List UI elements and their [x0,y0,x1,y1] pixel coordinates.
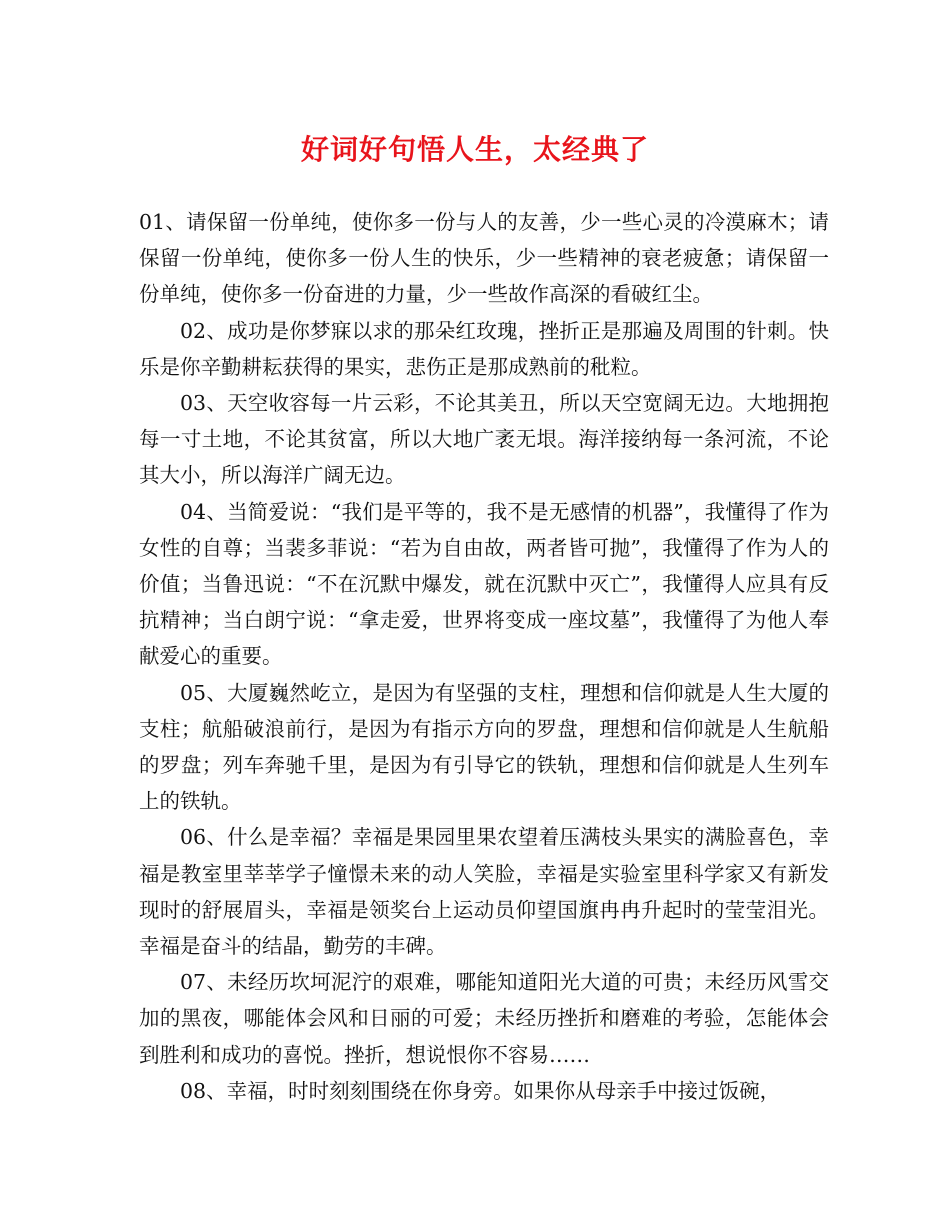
document-title: 好词好句悟人生，太经典了 [300,133,649,166]
paragraph-03: 03、天空收容每一片云彩，不论其美丑，所以天空宽阔无边。大地拥抱每一寸土地，不论其贫富，所以大地广袤无垠。海洋接纳每一条河流，不论其大小，所以海洋广阔无边。 [139,391,829,488]
document-body [139,204,829,1109]
paragraph-01: 01、请保留一份单纯，使你多一份与人的友善，少一些心灵的冷漠麻木；请保留一份单纯，使你多一份人生的快乐，少一些精神的衰老疲惫；请保留一份单纯，使你多一份奋进的力量，少一些故作高深的看破红尘。 [139,210,829,307]
paragraph-06: 06、什么是幸福？幸福是果园里果农望着压满枝头果实的满脸喜色，幸福是教室里莘莘学子憧憬未来的动人笑脸，幸福是实验室里科学家又有新发现时的舒展眉头，幸福是领奖台上运动员仰望国旗冉冉升起时的莹莹泪光。幸福是奋斗的结晶，勤劳的丰碑。 [139,825,829,959]
paragraph-02: 02、成功是你梦寐以求的那朵红玫瑰，挫折正是那遍及周围的针刺。快乐是你辛勤耕耘获得的果实，悲伤正是那成熟前的秕粒。 [139,318,829,379]
paragraph-04: 04、当简爱说：“我们是平等的，我不是无感情的机器”，我懂得了作为女性的自尊；当裴多菲说：“若为自由故，两者皆可抛”，我懂得了作为人的价值；当鲁迅说：“不在沉默中爆发，就在沉默中灭亡”，我懂得人应具有反抗精神；当白朗宁说：“拿走爱，世界将变成一座坟墓”，我懂得了为他人奉献爱心的重要。 [139,499,829,669]
paragraph-05: 05、大厦巍然屹立，是因为有坚强的支柱，理想和信仰就是人生大厦的支柱；航船破浪前行，是因为有指示方向的罗盘，理想和信仰就是人生航船的罗盘；列车奔驰千里，是因为有引导它的铁轨，理想和信仰就是人生列车上的铁轨。 [139,680,829,814]
paragraph-07: 07、未经历坎坷泥泞的艰难，哪能知道阳光大道的可贵；未经历风雪交加的黑夜，哪能体会风和日丽的可爱；未经历挫折和磨难的考验，怎能体会到胜利和成功的喜悦。挫折，想说恨你不容易…… [139,970,829,1067]
paragraph-08: 08、幸福，时时刻刻围绕在你身旁。如果你从母亲手中接过饭碗， [180,1078,781,1103]
